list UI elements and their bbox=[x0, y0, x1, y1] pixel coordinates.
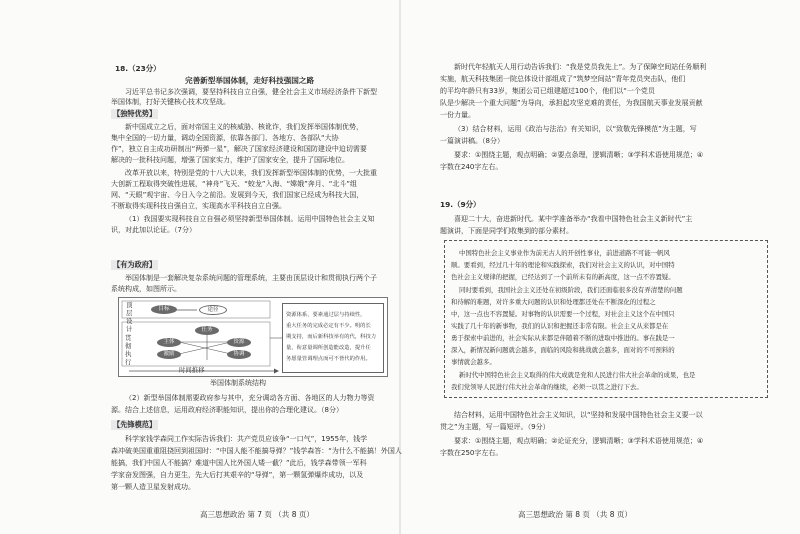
oval-resource: 资源 bbox=[227, 338, 251, 347]
oval-task: 任务 bbox=[195, 326, 219, 335]
system-structure-figure bbox=[118, 297, 388, 377]
box-line: 我们党领导人民进行伟大社会革命的继续，必须一以贯之进行下去。 bbox=[451, 383, 643, 391]
time-axis-arrow bbox=[274, 369, 279, 374]
figure-caption: 举国体制系统结构 bbox=[210, 379, 266, 387]
box-line: 中，这一点也不容置疑。对事物的认识需要一个过程，对社会主义这个在中国只 bbox=[451, 310, 675, 318]
box-line: 实践了几十年的新事物，我们的认识和把握还非常有限。社会主义从来都是在 bbox=[451, 322, 669, 330]
note-line: 期支持，而后新科技举有的代，科技力 bbox=[286, 334, 377, 340]
oval-goal: 目标 bbox=[151, 305, 177, 314]
p1-line: 实施，航天科技集团一院总体设计部组成了“筑梦空间站”青年党员突击队，他们 bbox=[440, 75, 686, 83]
page-8 bbox=[400, 0, 800, 534]
box-line: 顺。要看到，经过几十年的理论和实践探索，我们对社会主义的认识，对中国特 bbox=[451, 261, 675, 269]
sec1-line: 集中全国的一切力量，调动全国资源，依靠各部门、各地方、各部队“大协 bbox=[111, 134, 339, 142]
box-line: 色社会主义规律的把握，已经达到了一个前所未有的新高度，这一点不容置疑。 bbox=[451, 273, 675, 281]
q19-intro-2: 题演讲，下面是同学们收集到的部分素材。 bbox=[440, 227, 573, 235]
note-line: 务愿量管调理点而可不皆代的作用。 bbox=[286, 356, 371, 362]
sec2-line-2: 系统构成，如图所示。 bbox=[111, 285, 181, 293]
page-7-footer: 高三思想政治 第 7 页 （共 8 页） bbox=[200, 510, 314, 519]
section-capable-government-label: 【有为政府】 bbox=[113, 260, 157, 269]
q18-3-req-2: 字数在240字左右。 bbox=[440, 163, 503, 171]
sec3-line: 能搞，我们中国人不能搞？难道中国人比外国人矮一截？”此后，钱学森带领一军科 bbox=[111, 459, 367, 467]
note-line: 资源体系，要素通过层与持续性， bbox=[286, 312, 366, 318]
sec1-line: 网、“天眼”观宇宙、今日入今之前沿。发展到今天，我们国家已经成为科技大国， bbox=[111, 191, 364, 199]
q19-req-1: 要求：①围绕主题，观点明确；②论证充分，逻辑清晰；③学科术语使用规范；④ bbox=[454, 437, 704, 445]
box-line: 同时要看到，我国社会主义还处在初级阶段，我们还面临很多没有弄清楚的问题 bbox=[459, 286, 683, 294]
sec2-line-1: 举国体制是一套解决复杂系统问题的管理系统，主要由顶层设计和贯彻执行两个子 bbox=[125, 274, 377, 282]
page-8-footer: 高三思想政治 第 8 页 （共 8 页） bbox=[518, 510, 632, 519]
note-line: 量，衔意量调所创造能改造，提升任 bbox=[286, 345, 371, 351]
q19-req-2: 字数在250字左右。 bbox=[440, 449, 503, 457]
intro-line-1: 习近平总书记多次强调，要坚持科技自立自强，健全社会主义市场经济条件下新型 bbox=[125, 88, 377, 96]
box-line: 事情就会越多。 bbox=[451, 358, 496, 366]
section-unique-advantage-label: 【独特优势】 bbox=[113, 109, 157, 118]
note-line: 重大任务的完成必定有不少。明的长 bbox=[286, 323, 371, 329]
sec1-line: 新中国成立之后，面对帝国主义的核威胁、核讹诈，我们发挥举国体制优势， bbox=[125, 123, 363, 131]
q18-3-line-1: （3）结合材料，运用《政治与法治》有关知识，以“致敬先锋模范”为主题，写 bbox=[454, 125, 697, 133]
p1-line: 新时代年轻航天人用行动告诉我们：“我是党员我先上”。为了保障空间站任务顺利 bbox=[454, 63, 707, 71]
q19-task-1: 结合材料，运用中国特色社会主义知识，以“坚持和发展中国特色社会主义要一以 bbox=[454, 411, 703, 419]
box-line: 中国特色社会主义事业作为前无古人的开创性事业，前进道路不可能一帆风 bbox=[459, 249, 670, 257]
oval-path: 途径 bbox=[199, 305, 227, 315]
section-pioneer-model-label: 【先锋模范】 bbox=[113, 420, 157, 429]
q18-2-line-1: （2）新型举国体制需要政府参与其中，充分调动各方面、各地区的人力物力等资 bbox=[125, 394, 375, 402]
p1-line: 一份力量。 bbox=[440, 111, 475, 119]
sec1-line: 改革开放以来，特别是党的十八大以来，我们发挥新型举国体制的优势，一大批重 bbox=[125, 169, 377, 177]
p1-line: 的平均年龄只有33岁，集团公司已组建超过100个，他们以“一个党员 bbox=[440, 87, 655, 95]
q19-task-2: 贯之”为主题，写一篇短评。（9分） bbox=[440, 423, 550, 431]
sec1-line: 解决的一批科技问题，增强了国家实力，维护了国家安全，提升了国际地位。 bbox=[111, 156, 349, 164]
time-axis-label: 时间推移 bbox=[179, 366, 205, 374]
p1-line: 队是少解决一个重大问题”为导向，承担起攻坚克难的责任，为我国航天事业发展贡献 bbox=[440, 99, 703, 107]
sec3-line: 学家奋发图强，自力更生，先大后打其艰辛的“导弹”，第一颗氢弹爆炸成功，以及 bbox=[111, 471, 364, 479]
oval-subject: 主体 bbox=[157, 338, 181, 347]
sec1-line: 大创新工程取得突破性进展，“神舟”飞天、“蛟龙”入海、“嫦娥”奔月、“北斗”组 bbox=[111, 180, 358, 188]
sec3-line: 科学家钱学森同工作实际告诉我们：共产党员应该争“一口气”，1955年，钱学 bbox=[125, 435, 368, 443]
intro-line-2: 举国体制，打好关键核心技术攻坚战。 bbox=[111, 98, 230, 106]
question-18-head: 18.（23分） bbox=[115, 64, 161, 73]
sec1-line: 作”，独立自主成功研制出“两弹一星”，解决了国家经济建设和国防建设中迫切需要 bbox=[111, 145, 367, 153]
question-19-head: 19.（9分） bbox=[440, 200, 481, 209]
material-box bbox=[444, 240, 768, 398]
sec3-line: 森冲破美国重重阻挠回到祖国时：“中国人能不能搞导弹？”钱学森答：“为什么不能搞！外国人 bbox=[111, 447, 402, 455]
q18-2-line-2: 源。结合上述信息，运用政府经济职能知识，提出你的合理化建议。（8分） bbox=[111, 406, 343, 414]
figure-note-box bbox=[282, 303, 384, 373]
sec1-line: 不断取得实现科技自强自立，实现高水平科技自立自强。 bbox=[111, 202, 286, 210]
sec3-line: 第一颗人造卫星发射成功。 bbox=[111, 483, 195, 491]
box-line: 深入，新情况新问题就会越多，面临的风险和挑战就会越多，面对的不可预料的 bbox=[451, 346, 675, 354]
oval-incentive: 激励 bbox=[157, 350, 181, 359]
q18-1-line-2: 识，对此加以论证。（7分） bbox=[111, 226, 196, 234]
box-line: 新时代中国特色社会主义取得的伟大成就是党和人民进行伟大社会革命的成果，也是 bbox=[459, 371, 696, 379]
question-18-title: 完善新型举国体制，走好科技强国之路 bbox=[185, 76, 315, 85]
oval-coordinate: 协调 bbox=[227, 350, 251, 359]
q19-intro-1: 喜迎二十大，奋进新时代。某中学准备举办“我看中国特色社会主义新时代”主 bbox=[454, 215, 693, 223]
top-level-design-label: 顶层设计 bbox=[126, 301, 133, 333]
q18-1-line-1: （1）我国要实现科技自立自强必须坚持新型举国体制。运用中国特色社会主义知 bbox=[125, 215, 375, 223]
top-layer-frame bbox=[122, 301, 270, 318]
implementation-label: 贯彻执行 bbox=[125, 334, 132, 366]
box-line: 和待解的难题，对许多重大问题的认识和处理都还处在不断深化的过程之 bbox=[451, 298, 656, 306]
q18-3-line-2: 一篇演讲稿。（8分） bbox=[440, 137, 504, 145]
q18-3-req-1: 要求：①围绕主题，观点明确；②要点条理，逻辑清晰；③学科术语使用规范；④ bbox=[454, 151, 704, 159]
box-line: 勇于探索中前进的，社会实际从来都是伴随着不断的进取中推进的。事在践是一 bbox=[451, 334, 675, 342]
